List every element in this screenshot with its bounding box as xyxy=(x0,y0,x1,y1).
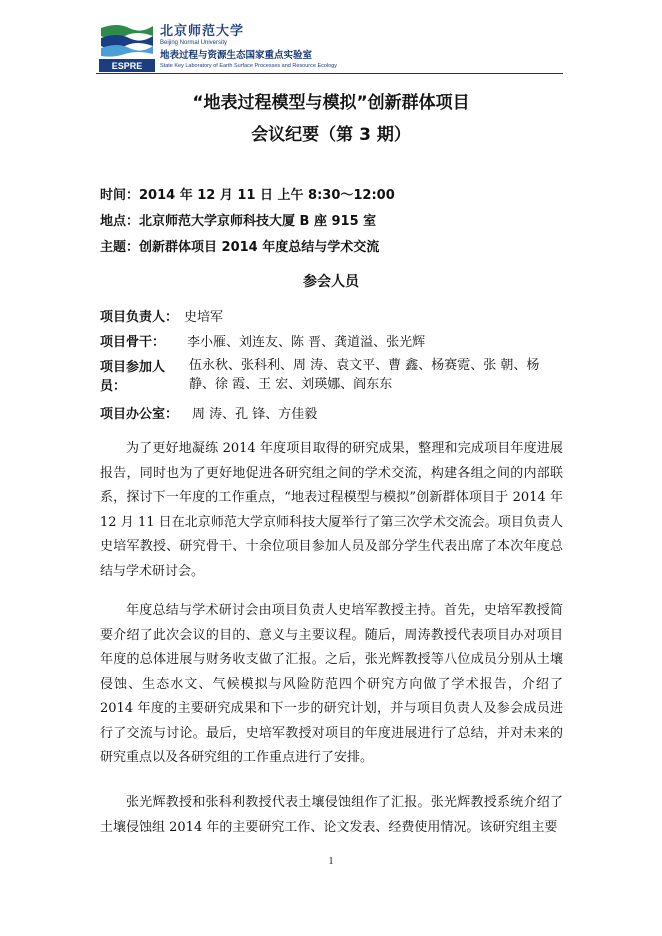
role-leader xyxy=(100,306,223,325)
role-label: 项目负责人： xyxy=(100,310,179,325)
lab-name-cn: 地表过程与资源生态国家重点实验室 xyxy=(160,50,313,61)
role-label: 项目办公室： xyxy=(100,407,179,422)
document-title: “地表过程模型与模拟”创新群体项目 xyxy=(192,93,470,113)
university-name-en: Beijing Normal University xyxy=(160,40,228,46)
document-subtitle: 会议纪要（第 3 期） xyxy=(251,125,411,145)
role-backbone xyxy=(100,331,425,350)
role-names: 李小雁、刘连友、陈 晋、龚道溢、张光辉 xyxy=(187,335,426,350)
role-label: 项目参加人员： xyxy=(100,360,166,394)
logo-graphic xyxy=(99,22,155,72)
university-name-cn: 北京师范大学 xyxy=(160,24,245,39)
meeting-time: 时间：2014 年 12 月 11 日 上午 8:30～12:00 xyxy=(100,188,395,203)
body-paragraph: 张光辉教授和张科利教授代表土壤侵蚀组作了汇报。张光辉教授系统介绍了土壤侵蚀组 2014 年的主要研究工作、论文发表、经费使用情况。该研究组主要 xyxy=(100,795,563,835)
logo-text: ESPRE xyxy=(111,61,143,71)
role-office xyxy=(100,403,317,422)
role-names: 伍永秋、张科利、周 涛、袁文平、曹 鑫、杨赛霓、张 朝、杨 静、徐 霞、王 宏、刘瑛娜、阎东东 xyxy=(189,358,540,392)
role-names: 周 涛、孔 锋、方佳毅 xyxy=(192,407,318,422)
meeting-place: 地点：北京师范大学京师科技大厦 B 座 915 室 xyxy=(100,214,377,229)
lab-name-en: State Key Laboratory of Earth Surface Processes and Resource Ecology xyxy=(160,63,338,69)
meeting-topic: 主题：创新群体项目 2014 年度总结与学术交流 xyxy=(100,240,380,255)
page-number: 1 xyxy=(328,856,334,867)
espre-logo xyxy=(99,22,155,72)
header-divider xyxy=(96,73,563,74)
participants-heading: 参会人员 xyxy=(303,274,359,290)
role-names: 史培军 xyxy=(184,310,224,325)
body-paragraph: 年度总结与学术研讨会由项目负责人史培军教授主持。首先，史培军教授简要介绍了此次会议的目的、意义与主要议程。随后，周涛教授代表项目办对项目年度的总体进展与财务收支做了汇报。之后，张光辉教授等八位成员分别从土壤侵蚀、生态水文、气候模拟与风险防范四个研究方向做了学术报告，介绍了 2014 年度的主要研究成果和下一步的研究计划，并与项目负责人及参会成员进行了交流与讨论。最后，史培军教授对项目的年度进展进行了总结，并对未来的研究重点以及各研究组的工作重点进行了安排。 xyxy=(100,603,563,765)
role-label: 项目骨干： xyxy=(100,335,166,350)
institution-block xyxy=(160,24,410,70)
body-paragraph: 为了更好地凝练 2014 年度项目取得的研究成果，整理和完成项目年度进展报告，同时也为了更好地促进各研究组之间的学术交流，构建各组之间的内部联系，探讨下一年度的工作重点，“地表过程模型与模拟”创新群体项目于 2014 年 12 月 11 日在北京师范大学京师科技大厦举行了第三次学术交流会。项目负责人史培军教授、研究骨干、十余位项目参加人员及部分学生代表出席了本次年度总结与学术研讨会。 xyxy=(100,441,563,579)
role-members xyxy=(100,356,565,394)
